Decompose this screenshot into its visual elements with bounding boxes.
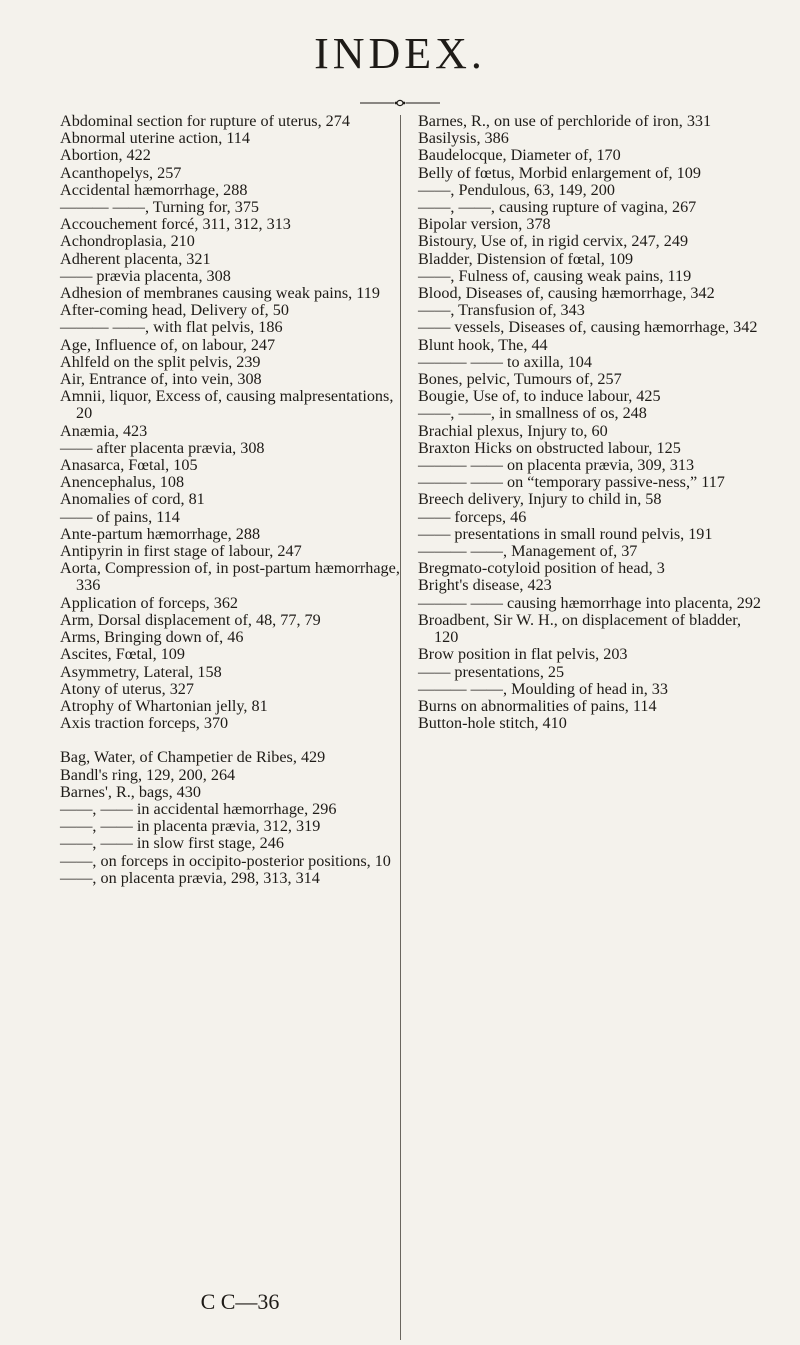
index-entry: ——— —— on “temporary passive-ness,” 117 [418, 473, 725, 492]
index-entry: —— vessels, Diseases of, causing hæmorrhage, 342 [418, 318, 758, 337]
index-entry: After-coming head, Delivery of, 50 [60, 301, 289, 320]
index-entry: Abdominal section for rupture of uterus, 274 [60, 112, 350, 130]
index-entry: Baudelocque, Diameter of, 170 [418, 146, 621, 165]
index-entry: Age, Influence of, on labour, 247 [60, 335, 276, 354]
index-entry: Antipyrin in first stage of labour, 247 [60, 542, 302, 561]
index-entry: Ante-partum hæmorrhage, 288 [60, 524, 261, 543]
index-entry: Bones, pelvic, Tumours of, 257 [418, 370, 622, 389]
index-entry: ——, ——, causing rupture of vagina, 267 [418, 198, 697, 217]
index-entry: Acanthopelys, 257 [60, 163, 182, 182]
index-entry: Arms, Bringing down of, 46 [60, 628, 244, 647]
index-entry: Broadbent, Sir W. H., on displacement of bladder, 120 [418, 610, 742, 647]
page-title: INDEX. [314, 29, 486, 78]
index-entry: ——— —— to axilla, 104 [418, 352, 592, 371]
index-entry: Adhesion of membranes causing weak pains, 119 [60, 284, 380, 303]
index-entry: Brow position in flat pelvis, 203 [418, 645, 628, 664]
ornament-divider-icon [360, 98, 440, 108]
index-entry: Bright's disease, 423 [418, 576, 552, 595]
index-entry: Barnes', R., bags, 430 [60, 782, 201, 801]
index-entry: Burns on abnormalities of pains, 114 [418, 696, 657, 715]
index-entry: Achondroplasia, 210 [60, 232, 195, 251]
index-entry: Axis traction forceps, 370 [60, 714, 229, 733]
index-entry: Brachial plexus, Injury to, 60 [418, 421, 608, 440]
index-entry: Bougie, Use of, to induce labour, 425 [418, 387, 661, 406]
signature-mark: C C—36 [200, 1289, 280, 1314]
index-entry: Belly of fœtus, Morbid enlargement of, 109 [418, 163, 701, 182]
index-entry: Button-hole stitch, 410 [418, 714, 567, 733]
index-entry: Bladder, Distension of fœtal, 109 [418, 249, 634, 268]
index-entry: Anomalies of cord, 81 [60, 490, 205, 509]
index-entry: Bag, Water, of Champetier de Ribes, 429 [60, 748, 326, 767]
index-entry: Blunt hook, The, 44 [418, 335, 548, 354]
index-entry: Arm, Dorsal displacement of, 48, 77, 79 [60, 610, 321, 629]
index-entry: ——— —— causing hæmorrhage into placenta, 292 [418, 593, 762, 612]
index-entry: Breech delivery, Injury to child in, 58 [418, 490, 662, 509]
index-entry: Bipolar version, 378 [418, 215, 551, 234]
index-entry: Bistoury, Use of, in rigid cervix, 247, 249 [418, 232, 689, 251]
index-entry: Adherent placenta, 321 [60, 249, 211, 268]
index-column-right [418, 113, 768, 732]
index-entry: ——, —— in placenta prævia, 312, 319 [60, 817, 321, 836]
index-entry: Atony of uterus, 327 [60, 679, 194, 698]
index-entry: Bandl's ring, 129, 200, 264 [60, 765, 236, 784]
index-entry: Amnii, liquor, Excess of, causing malpresentations, 20 [60, 387, 394, 423]
index-entry: Abortion, 422 [60, 146, 151, 165]
index-entry: Accouchement forcé, 311, 312, 313 [60, 215, 291, 234]
index-entry: —— prævia placenta, 308 [60, 266, 231, 285]
index-entry: —— after placenta prævia, 308 [60, 438, 265, 457]
index-entry: ——, on placenta prævia, 298, 313, 314 [60, 868, 320, 887]
index-entry: Barnes, R., on use of perchloride of iron, 331 [418, 112, 712, 130]
index-entry: Anasarca, Fœtal, 105 [60, 456, 198, 475]
index-entry: ——— ——, Moulding of head in, 33 [418, 679, 668, 698]
index-entry: ——— —— on placenta prævia, 309, 313 [418, 456, 695, 475]
index-column-left [60, 113, 410, 887]
index-entry: Accidental hæmorrhage, 288 [60, 180, 248, 199]
index-entry: Aorta, Compression of, in post-partum hæmorrhage, 336 [60, 559, 400, 595]
index-entry: ——— ——, Turning for, 375 [60, 198, 260, 217]
index-entry: ——, Fulness of, causing weak pains, 119 [418, 266, 692, 285]
index-entry: Braxton Hicks on obstructed labour, 125 [418, 438, 681, 457]
index-entry: ——, Transfusion of, 343 [418, 301, 585, 320]
column-rule [400, 115, 401, 1340]
index-entry: ——— ——, with flat pelvis, 186 [60, 318, 283, 337]
index-entry: Basilysis, 386 [418, 129, 509, 148]
index-entry: —— presentations in small round pelvis, 191 [418, 524, 713, 543]
index-entry: Ahlfeld on the split pelvis, 239 [60, 352, 261, 371]
index-entry: —— forceps, 46 [418, 507, 527, 526]
index-entry: Air, Entrance of, into vein, 308 [60, 370, 262, 389]
index-entry: ——— ——, Management of, 37 [418, 542, 638, 561]
index-entry: Atrophy of Whartonian jelly, 81 [60, 696, 268, 715]
index-entry: ——, on forceps in occipito-posterior positions, 10 [60, 851, 391, 870]
index-entry: Abnormal uterine action, 114 [60, 129, 250, 148]
index-entry: ——, —— in slow first stage, 246 [60, 834, 284, 853]
index-entry: ——, —— in accidental hæmorrhage, 296 [60, 799, 337, 818]
index-entry: Asymmetry, Lateral, 158 [60, 662, 222, 681]
index-entry: Anæmia, 423 [60, 421, 148, 440]
index-entry: ——, Pendulous, 63, 149, 200 [418, 180, 615, 199]
index-entry: Ascites, Fœtal, 109 [60, 645, 185, 664]
index-entry: —— of pains, 114 [60, 507, 180, 526]
index-entry: ——, ——, in smallness of os, 248 [418, 404, 647, 423]
index-entry: Blood, Diseases of, causing hæmorrhage, 342 [418, 284, 715, 303]
index-entry: Application of forceps, 362 [60, 593, 239, 612]
index-entry: Bregmato-cotyloid position of head, 3 [418, 559, 665, 578]
index-entry: —— presentations, 25 [418, 662, 565, 681]
index-entry: Anencephalus, 108 [60, 473, 185, 492]
